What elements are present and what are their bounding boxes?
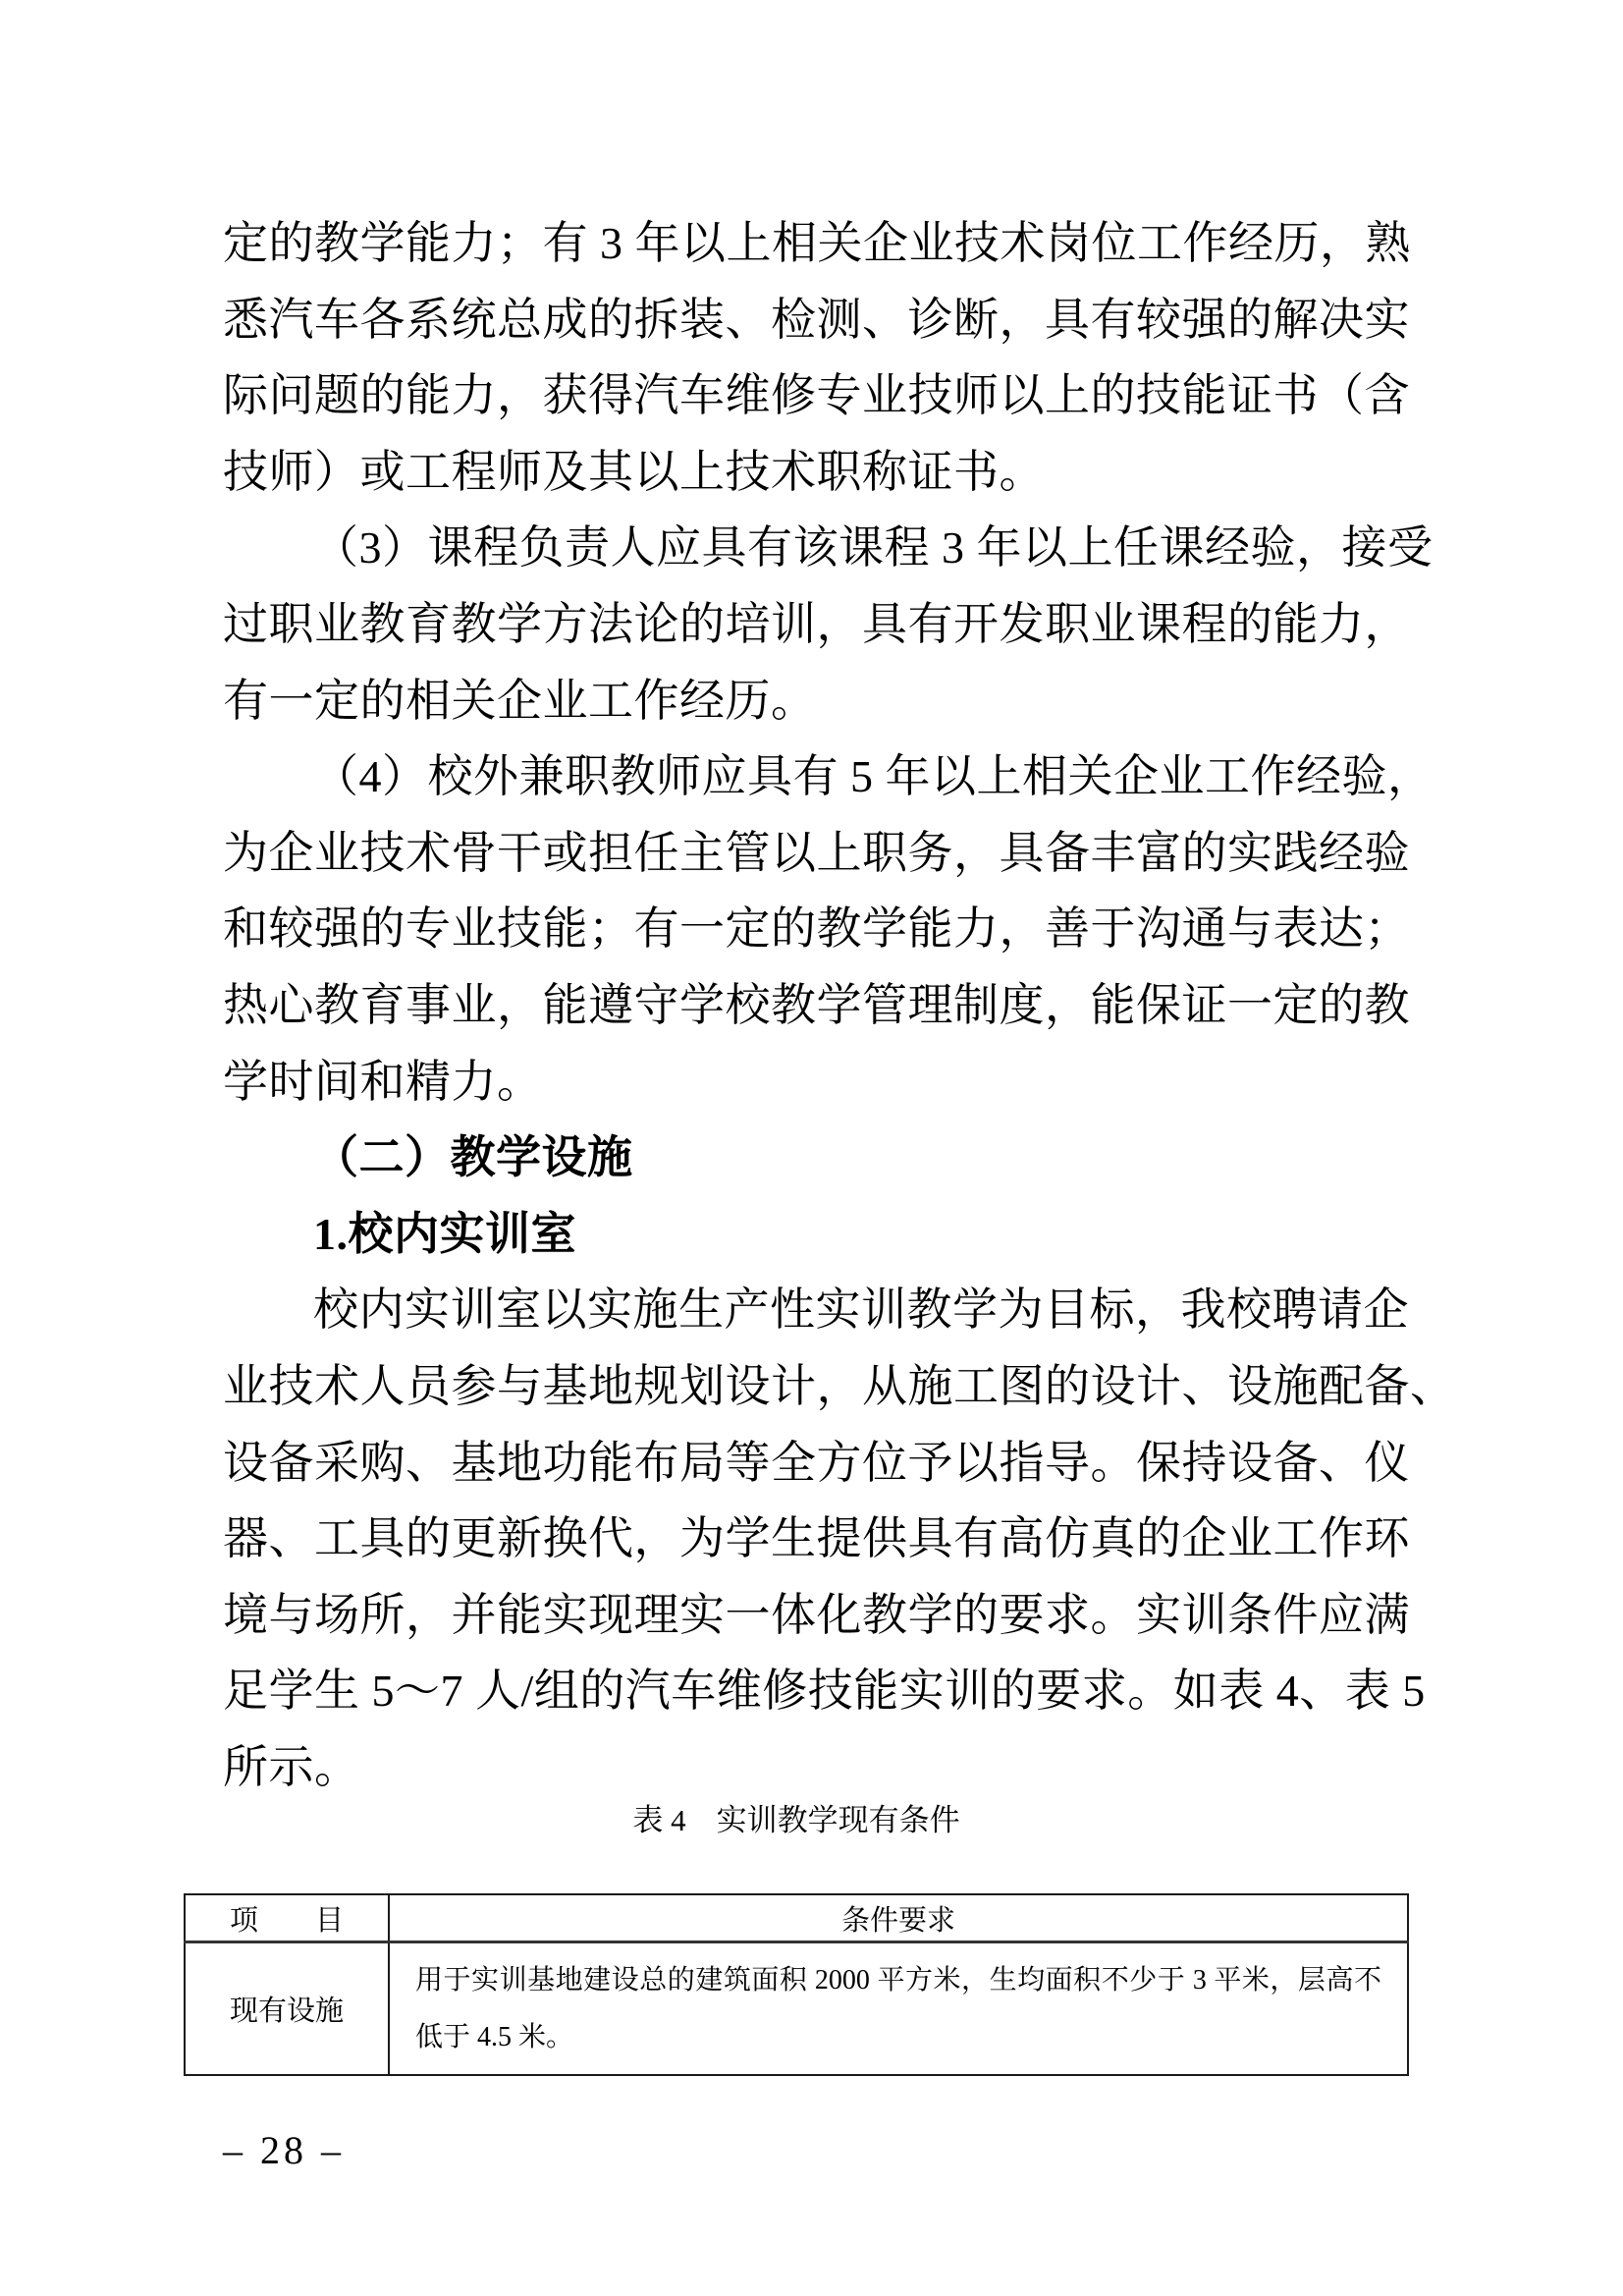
text-line: 器、工具的更新换代，为学生提供具有高仿真的企业工作环 bbox=[223, 1513, 1410, 1564]
section-heading: （二）教学设施 bbox=[313, 1132, 633, 1183]
text-line: 过职业教育教学方法论的培训，具有开发职业课程的能力， bbox=[223, 598, 1410, 649]
text-line: （3）课程负责人应具有该课程 3 年以上任课经验，接受 bbox=[313, 522, 1434, 574]
page-number: – 28 – bbox=[223, 2128, 345, 2172]
text-line: 和较强的专业技能；有一定的教学能力，善于沟通与表达； bbox=[223, 903, 1410, 955]
text-line: 所示。 bbox=[223, 1741, 360, 1792]
text-line: 足学生 5～7 人/组的汽车维修技能实训的要求。如表 4、表 5 bbox=[223, 1666, 1426, 1717]
training-conditions-table bbox=[184, 1893, 1409, 2076]
text-line: 为企业技术骨干或担任主管以上职务，具备丰富的实践经验 bbox=[223, 827, 1410, 878]
subsection-heading: 1.校内实训室 bbox=[313, 1208, 576, 1259]
text-line: 境与场所，并能实现理实一体化教学的要求。实训条件应满 bbox=[223, 1589, 1410, 1640]
body-text bbox=[223, 205, 1456, 1805]
table-cell-item: 现有设施 bbox=[185, 1942, 389, 2076]
text-line: 技师）或工程师及其以上技术职称证书。 bbox=[223, 446, 1045, 497]
table-row bbox=[185, 1942, 1408, 2076]
table-cell-requirement: 用于实训基地建设总的建筑面积 2000 平方米，生均面积不少于 3 平米，层高不低于 4.5 米。 bbox=[389, 1942, 1408, 2076]
table-header-item: 项 目 bbox=[185, 1894, 389, 1942]
text-line: 热心教育事业，能遵守学校教学管理制度，能保证一定的教 bbox=[223, 979, 1410, 1030]
text-line: 业技术人员参与基地规划设计，从施工图的设计、设施配备、 bbox=[223, 1360, 1456, 1411]
text-line: 际问题的能力，获得汽车维修专业技师以上的技能证书（含 bbox=[223, 370, 1410, 421]
text-line: 校内实训室以实施生产性实训教学为目标，我校聘请企 bbox=[313, 1285, 1409, 1336]
table-caption: 表 4 实训教学现有条件 bbox=[632, 1803, 960, 1837]
text-line: 有一定的相关企业工作经历。 bbox=[223, 675, 817, 726]
text-line: 学时间和精力。 bbox=[223, 1056, 543, 1107]
table-header-requirement: 条件要求 bbox=[389, 1894, 1408, 1942]
table-header-row bbox=[185, 1894, 1408, 1942]
text-line: 定的教学能力；有 3 年以上相关企业技术岗位工作经历，熟 bbox=[223, 218, 1411, 268]
text-line: 悉汽车各系统总成的拆装、检测、诊断，具有较强的解决实 bbox=[223, 294, 1410, 345]
text-line: （4）校外兼职教师应具有 5 年以上相关企业工作经验， bbox=[313, 751, 1434, 802]
text-line: 设备采购、基地功能布局等全方位予以指导。保持设备、仪 bbox=[223, 1437, 1410, 1488]
